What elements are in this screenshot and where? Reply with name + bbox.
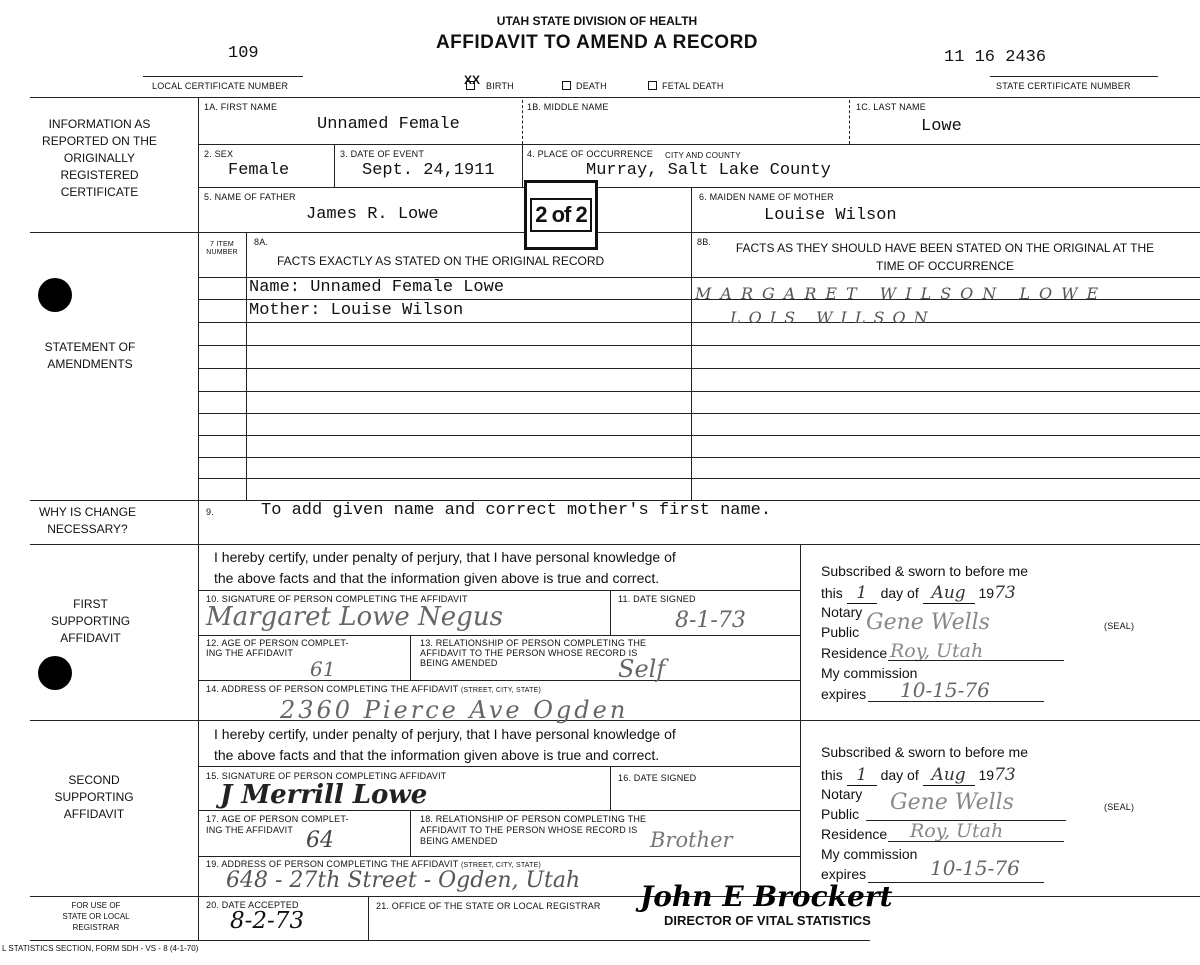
- affidavit2-address[interactable]: 648 - 27th Street - Ogden, Utah: [226, 868, 581, 893]
- middle-name-label: 1B. MIDDLE NAME: [527, 102, 609, 112]
- birth-check-mark: XX: [464, 73, 481, 87]
- last-name-label: 1C. LAST NAME: [856, 102, 926, 112]
- affidavit1-age-label: 12. AGE OF PERSON COMPLET-: [206, 638, 349, 648]
- affidavit2-date-label: 16. DATE SIGNED: [618, 773, 697, 783]
- agency-name: UTAH STATE DIVISION OF HEALTH: [496, 14, 698, 28]
- place-value: Murray, Salt Lake County: [586, 161, 831, 180]
- certification-line: I hereby certify, under penalty of perjury, that I have personal knowledge of: [214, 549, 676, 565]
- section-why-label: WHY IS CHANGE NECESSARY?: [38, 505, 137, 536]
- affidavit2-notary-signature[interactable]: Gene Wells: [890, 790, 1014, 815]
- affidavit1-date-label: 11. DATE SIGNED: [618, 594, 696, 604]
- birth-label: BIRTH: [486, 81, 514, 91]
- affidavit1-age[interactable]: 61: [310, 657, 336, 681]
- father-value: James R. Lowe: [306, 205, 439, 224]
- death-label: DEATH: [576, 81, 607, 91]
- affidavit1-expires-label: expires: [821, 686, 867, 702]
- affidavit2-age-label: 17. AGE OF PERSON COMPLET-: [206, 814, 349, 824]
- affidavit2-commission-label: My commission: [821, 846, 918, 862]
- affidavit2-expires-label: expires: [821, 866, 867, 882]
- affidavit1-sworn-line: Subscribed & sworn to before me: [821, 563, 1028, 579]
- affidavit1-signature-label: 10. SIGNATURE OF PERSON COMPLETING THE AFFIDAVIT: [206, 594, 468, 604]
- amendment-corrected-row: LOIS WILSON: [730, 308, 936, 327]
- state-certificate-number: 11 16 2436: [944, 48, 1047, 67]
- form-footer: L STATISTICS SECTION, FORM SDH - VS - 8 (4-1-70): [2, 944, 199, 953]
- date-accepted-value[interactable]: 8-2-73: [230, 908, 305, 934]
- affidavit2-certification: [214, 724, 676, 766]
- affidavit2-residence[interactable]: Roy, Utah: [910, 820, 1004, 842]
- affidavit1-address-label: [206, 684, 541, 694]
- page-stamp-text: 2 of 2: [530, 198, 591, 232]
- section-registrar-label: FOR USE OF STATE OR LOCAL REGISTRAR: [62, 901, 130, 932]
- section-statement-label: STATEMENT OF AMENDMENTS: [44, 340, 136, 371]
- address-label-text: 19. ADDRESS OF PERSON COMPLETING THE AFFIDAVIT: [206, 859, 459, 869]
- address-sublabel-text: (STREET, CITY, STATE): [460, 687, 542, 694]
- col-a-heading: FACTS EXACTLY AS STATED ON THE ORIGINAL RECORD: [277, 254, 605, 268]
- amendment-original-row: Mother: Louise Wilson: [249, 301, 464, 320]
- section-first-affidavit-label: FIRST SUPPORTING AFFIDAVIT: [50, 597, 131, 645]
- certification-line: the above facts and that the information given above is true and correct.: [214, 570, 660, 586]
- affidavit2-relationship[interactable]: Brother: [650, 828, 733, 852]
- affidavit2-relationship-label: AFFIDAVIT TO THE PERSON WHOSE RECORD IS: [420, 825, 638, 835]
- affidavit1-notary-signature[interactable]: Gene Wells: [866, 610, 990, 635]
- place-label: 4. PLACE OF OCCURRENCE: [527, 149, 653, 159]
- mother-label: 6. MAIDEN NAME OF MOTHER: [699, 192, 834, 202]
- affidavit2-sworn-line: Subscribed & sworn to before me: [821, 744, 1028, 760]
- affidavit2-seal: (SEAL): [1104, 802, 1135, 812]
- affidavit2-age[interactable]: 64: [306, 828, 334, 853]
- amendment-corrected-row: MARGARET WILSON LOWE: [695, 284, 1108, 303]
- sex-label: 2. SEX: [204, 149, 234, 159]
- fetal-death-label: FETAL DEATH: [662, 81, 724, 91]
- affidavit1-sworn-date: [821, 583, 1016, 604]
- punch-hole: [38, 656, 72, 690]
- col-b-heading: FACTS AS THEY SHOULD HAVE BEEN STATED ON THE ORIGINAL AT THE TIME OF OCCURRENCE: [735, 241, 1155, 273]
- sworn-month[interactable]: Aug: [923, 583, 975, 604]
- affidavit1-signature[interactable]: Margaret Lowe Negus: [206, 602, 503, 632]
- item-number-label: 7 ITEM NUMBER: [206, 241, 238, 256]
- affidavit1-relationship[interactable]: Self: [618, 655, 666, 683]
- address-sublabel-text: (STREET, CITY, STATE): [460, 862, 542, 869]
- affidavit1-relationship-label: 13. RELATIONSHIP OF PERSON COMPLETING THE: [420, 638, 647, 648]
- state-certificate-label: STATE CERTIFICATE NUMBER: [996, 81, 1131, 91]
- affidavit2-notary-label: Notary: [821, 786, 863, 802]
- form-title: AFFIDAVIT TO AMEND A RECORD: [435, 32, 759, 53]
- local-certificate-label: LOCAL CERTIFICATE NUMBER: [152, 81, 289, 91]
- amendment-original-row: Name: Unnamed Female Lowe: [249, 278, 505, 297]
- why-number: 9.: [206, 507, 214, 517]
- certification-line: I hereby certify, under penalty of perjury, that I have personal knowledge of: [214, 726, 676, 742]
- affidavit1-relationship-label: BEING AMENDED: [420, 658, 498, 668]
- place-sublabel: CITY AND COUNTY: [665, 151, 741, 160]
- sworn-month[interactable]: Aug: [923, 765, 975, 786]
- affidavit1-date[interactable]: 8-1-73: [675, 608, 746, 633]
- affidavit2-public-label: Public: [821, 806, 860, 822]
- page-stamp: [524, 180, 598, 250]
- affidavit1-relationship-label: AFFIDAVIT TO THE PERSON WHOSE RECORD IS: [420, 648, 638, 658]
- col-a-number: 8A.: [254, 237, 269, 247]
- sworn-year-prefix: 19: [978, 585, 995, 601]
- date-of-event-label: 3. DATE OF EVENT: [340, 149, 425, 159]
- address-label-text: 14. ADDRESS OF PERSON COMPLETING THE AFFIDAVIT: [206, 684, 459, 694]
- sworn-this: this: [821, 767, 843, 783]
- affidavit2-residence-label: Residence: [821, 826, 888, 842]
- affidavit1-certification: [214, 547, 676, 589]
- last-name-value: Lowe: [921, 117, 962, 136]
- local-certificate-number: 109: [228, 44, 259, 63]
- punch-hole: [38, 278, 72, 312]
- registrar-signature[interactable]: John E Brockert: [640, 880, 893, 913]
- affidavit1-residence[interactable]: Roy, Utah: [890, 640, 984, 662]
- date-of-event-value: Sept. 24,1911: [362, 161, 495, 180]
- affidavit2-signature[interactable]: J Merrill Lowe: [220, 780, 428, 810]
- section-second-affidavit-label: SECOND SUPPORTING AFFIDAVIT: [54, 773, 134, 821]
- mother-value: Louise Wilson: [764, 206, 897, 225]
- affidavit2-signature-label: 15. SIGNATURE OF PERSON COMPLETING AFFIDAVIT: [206, 771, 447, 781]
- sex-value: Female: [228, 161, 290, 180]
- certification-line: the above facts and that the information given above is true and correct.: [214, 747, 660, 763]
- first-name-value: Unnamed Female: [317, 115, 460, 134]
- sworn-year[interactable]: 73: [994, 765, 1016, 785]
- sworn-year-prefix: 19: [978, 767, 995, 783]
- sworn-day[interactable]: 1: [847, 583, 877, 604]
- affidavit2-expires[interactable]: 10-15-76: [930, 856, 1020, 880]
- affidavit1-address[interactable]: 2360 Pierce Ave Ogden: [280, 696, 629, 724]
- affidavit2-relationship-label: BEING AMENDED: [420, 836, 498, 846]
- affidavit2-sworn-date: [821, 765, 1016, 786]
- registrar-title: DIRECTOR OF VITAL STATISTICS: [664, 913, 871, 928]
- sworn-this: this: [821, 585, 843, 601]
- affidavit1-commission-label: My commission: [821, 665, 918, 681]
- sworn-day-of: day of: [880, 767, 919, 783]
- section-info-label: INFORMATION AS REPORTED ON THE ORIGINALLY REGISTERED CERTIFICATE: [42, 117, 157, 199]
- date-accepted-label: 20. DATE ACCEPTED: [206, 900, 299, 910]
- affidavit1-residence-label: Residence: [821, 645, 888, 661]
- first-name-label: 1A. FIRST NAME: [204, 102, 278, 112]
- sworn-year[interactable]: 73: [994, 583, 1016, 603]
- affidavit2-relationship-label: 18. RELATIONSHIP OF PERSON COMPLETING THE: [420, 814, 647, 824]
- sworn-day-of: day of: [880, 585, 919, 601]
- affidavit1-age-label: ING THE AFFIDAVIT: [206, 648, 294, 658]
- affidavit1-seal: (SEAL): [1104, 621, 1135, 631]
- father-label: 5. NAME OF FATHER: [204, 192, 296, 202]
- affidavit2-age-label: ING THE AFFIDAVIT: [206, 825, 294, 835]
- affidavit1-expires[interactable]: 10-15-76: [900, 678, 990, 702]
- sworn-day[interactable]: 1: [847, 765, 877, 786]
- registrar-office-label: 21. OFFICE OF THE STATE OR LOCAL REGISTRAR: [376, 901, 601, 911]
- col-b-number: 8B.: [697, 237, 712, 247]
- affidavit1-notary-label: Notary: [821, 604, 863, 620]
- affidavit1-public-label: Public: [821, 624, 860, 640]
- why-text: To add given name and correct mother's first name.: [261, 501, 772, 520]
